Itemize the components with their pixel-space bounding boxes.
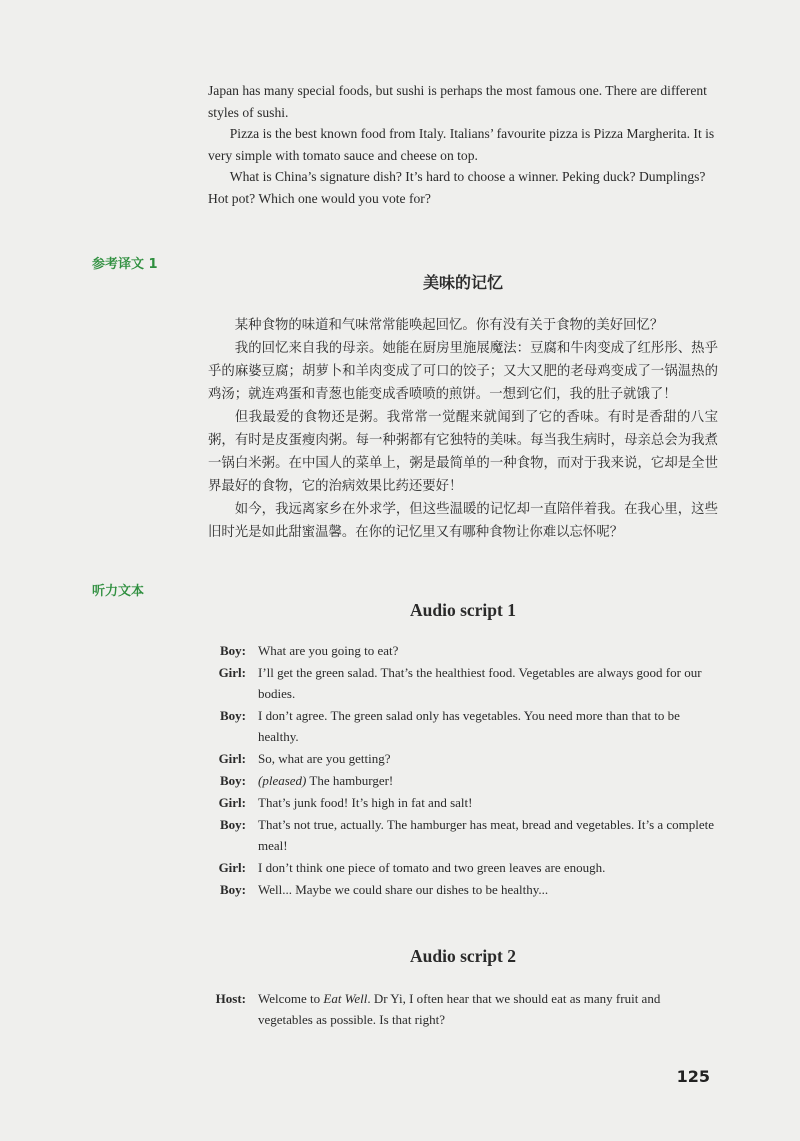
speaker: Host: xyxy=(215,991,246,1006)
translation-body xyxy=(208,313,718,543)
dialogue-line xyxy=(208,770,718,791)
dialogue-line xyxy=(208,792,718,813)
dialogue-line xyxy=(208,705,718,747)
dialogue-line xyxy=(208,748,718,769)
show-name: Eat Well xyxy=(323,991,368,1006)
utterance-text: Welcome to xyxy=(258,991,324,1006)
utterance xyxy=(258,770,718,791)
audio-script-2-title: Audio script 2 xyxy=(410,946,516,966)
speaker: Boy: xyxy=(220,882,246,897)
dialogue-line xyxy=(208,879,718,900)
stage-direction: (pleased) xyxy=(258,773,307,788)
speaker: Boy: xyxy=(220,643,246,658)
intro-paragraph-2: Pizza is the best known food from Italy. Italians’ favourite pizza is Pizza Margherita. It is very simple with tomato sauce and cheese on top. xyxy=(208,126,715,163)
dialogue-line xyxy=(208,662,718,704)
speaker: Girl: xyxy=(218,665,246,680)
intro-paragraph-1: Japan has many special foods, but sushi is perhaps the most famous one. There are different styles of sushi. xyxy=(208,83,707,120)
speaker: Girl: xyxy=(218,751,246,766)
dialogue-line xyxy=(208,814,718,856)
audio-script-2 xyxy=(208,988,718,1031)
speaker: Boy: xyxy=(220,817,246,832)
utterance: So, what are you getting? xyxy=(258,751,391,766)
utterance-text: The hamburger! xyxy=(306,773,394,788)
speaker: Boy: xyxy=(220,773,246,788)
utterance: Well... Maybe we could share our dishes to be healthy... xyxy=(258,882,549,897)
intro-text xyxy=(208,80,718,209)
utterance: I don’t think one piece of tomato and two green leaves are enough. xyxy=(258,860,606,875)
utterance xyxy=(258,988,718,1030)
speaker: Girl: xyxy=(218,860,246,875)
audio-script-1 xyxy=(208,640,718,901)
translation-title: 美味的记忆 xyxy=(422,275,503,292)
utterance: That’s not true, actually. The hamburger has meat, bread and vegetables. It’s a complete meal! xyxy=(258,817,715,853)
utterance: I’ll get the green salad. That’s the healthiest food. Vegetables are always good for our bodies. xyxy=(258,665,702,701)
dialogue-line xyxy=(208,640,718,661)
speaker: Boy: xyxy=(220,708,246,723)
audio-script-1-title: Audio script 1 xyxy=(410,600,516,620)
translation-paragraph-1: 某种食物的味道和气味常常能唤起回忆。你有没有关于食物的美好回忆？ xyxy=(234,317,664,332)
listening-label: 听力文本 xyxy=(92,584,145,599)
translation-label: 参考译文 1 xyxy=(92,257,158,272)
intro-paragraph-3: What is China’s signature dish? It’s hard to choose a winner. Peking duck? Dumplings? Hot pot? Which one would you vote for? xyxy=(208,169,706,206)
utterance: That’s junk food! It’s high in fat and salt! xyxy=(258,795,473,810)
dialogue-line xyxy=(208,988,718,1030)
utterance: What are you going to eat? xyxy=(258,643,399,658)
page-number: 125 xyxy=(676,1067,710,1086)
utterance: I don’t agree. The green salad only has vegetables. You need more than that to be healthy. xyxy=(258,708,680,744)
translation-paragraph-4: 如今，我远离家乡在外求学，但这些温暖的记忆却一直陪伴着我。在我心里，这些旧时光是如此甜蜜温馨。在你的记忆里又有哪种食物让你难以忘怀呢？ xyxy=(208,501,718,539)
speaker: Girl: xyxy=(218,795,246,810)
utterance-text: . Dr Yi, I often hear that we should eat as many fruit and vegetables as possible. Is that right? xyxy=(258,991,661,1027)
translation-paragraph-3: 但我最爱的食物还是粥。我常常一觉醒来就闻到了它的香味。有时是香甜的八宝粥，有时是皮蛋瘦肉粥。每一种粥都有它独特的美味。每当我生病时，母亲总会为我煮一锅白米粥。在中国人的菜单上，粥是最简单的一种食物，而对于我来说，它却是全世界最好的食物，它的治病效果比药还要好！ xyxy=(208,409,718,493)
dialogue-line xyxy=(208,857,718,878)
translation-paragraph-2: 我的回忆来自我的母亲。她能在厨房里施展魔法：豆腐和牛肉变成了红彤彤、热乎乎的麻婆豆腐；胡萝卜和羊肉变成了可口的饺子；又大又肥的老母鸡变成了一锅温热的鸡汤；就连鸡蛋和青葱也能变成香喷喷的煎饼。一想到它们，我的肚子就饿了！ xyxy=(208,340,718,401)
